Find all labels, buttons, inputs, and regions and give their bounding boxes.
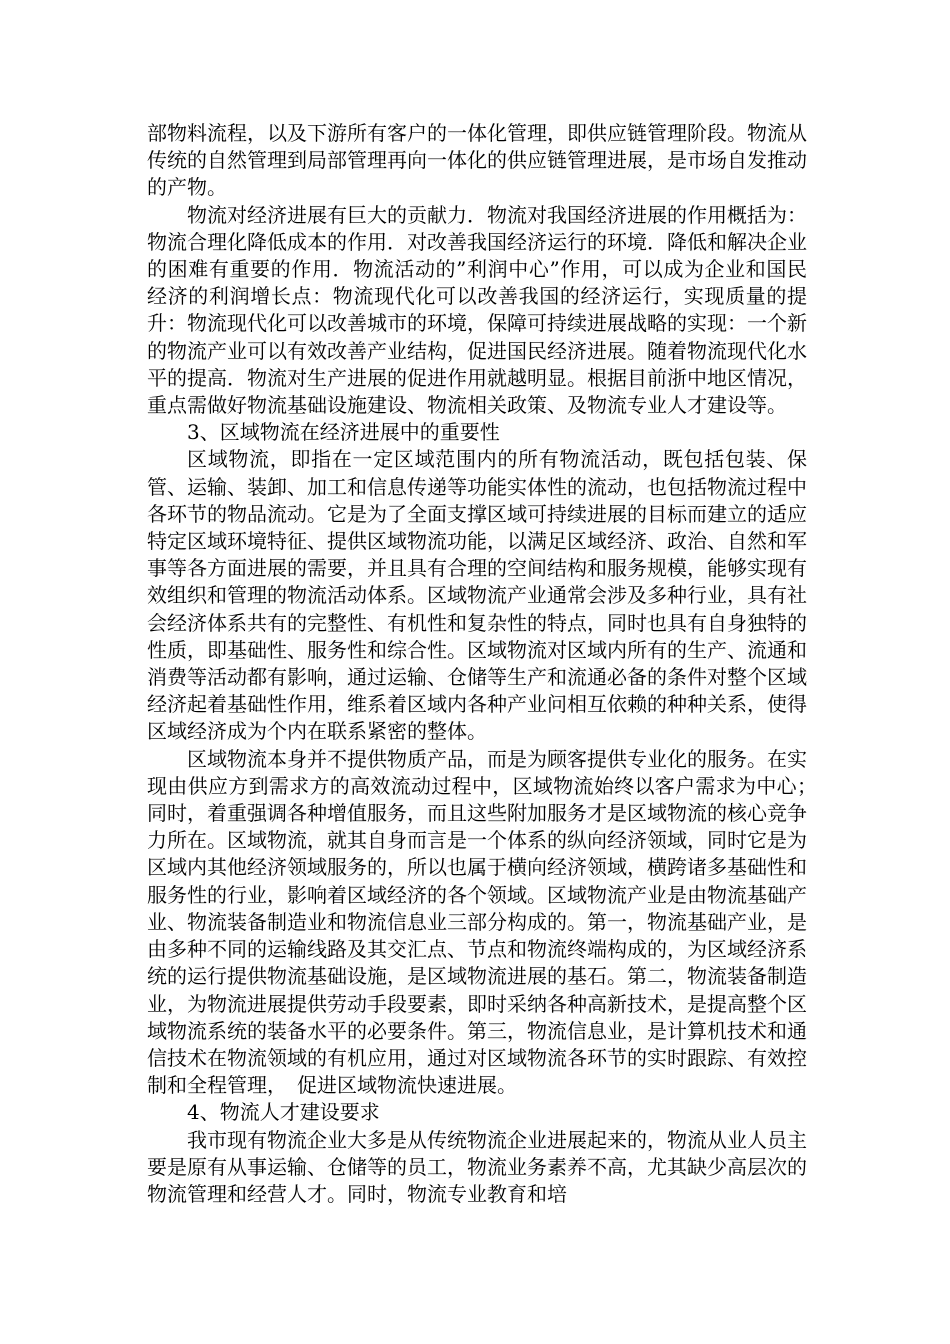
paragraph-logistics-contribution: 物流对经济进展有巨大的贡献力．物流对我国经济进展的作用概括为：物流合理化降低成本的作用．对改善我国经济运行的环境．降低和解决企业的困难有重要的作用．物流活动的”利润中心”作用，可以成为企业和国民经济的利润增长点：物流现代化可以改善我国的经济运行，实现质量的提升：物流现代化可以改善城市的环境，保障可持续进展战略的实现：一个新的物流产业可以有效改善产业结构，促进国民经济进展。随着物流现代化水平的提高．物流对生产进展的促进作用就越明显。根据目前浙中地区情况，重点需做好物流基础设施建设、物流相关政策、及物流专业人才建设等。 [147, 202, 807, 418]
paragraph-talent-requirements: 我市现有物流企业大多是从传统物流企业进展起来的，物流从业人员主要是原有从事运输、仓储等的员工，物流业务素养不高，尤其缺少高层次的物流管理和经营人才。同时，物流专业教育和培 [147, 1127, 807, 1206]
paragraph-continuation: 部物料流程，以及下游所有客户的一体化管理，即供应链管理阶段。物流从传统的自然管理到局部管理再向一体化的供应链管理进展，是市场自发推动的产物。 [147, 121, 807, 200]
paragraph-regional-logistics-definition: 区域物流，即指在一定区域范围内的所有物流活动，既包括包装、保管、运输、装卸、加工和信息传递等功能实体性的流动，也包括物流过程中各环节的物品流动。它是为了全面支撑区域可持续进展的目标而建立的适应特定区域环境特征、提供区域物流功能，以满足区域经济、政治、自然和军事等各方面进展的需要，并且具有合理的空间结构和服务规模，能够实现有效组织和管理的物流活动体系。区域物流产业通常会涉及多种行业，具有社会经济体系共有的完整性、有机性和复杂性的特点，同时也具有自身独特的性质，即基础性、服务性和综合性。区域物流对区域内所有的生产、流通和消费等活动都有影响，通过运输、仓储等生产和流通必备的条件对整个区域经济起着基础性作用，维系着区域内各种产业问相互依赖的种种关系，使得区域经济成为个内在联系紧密的整体。 [147, 447, 807, 744]
section-heading-3: 3、区域物流在经济进展中的重要性 [187, 420, 500, 445]
section-heading-4: 4、物流人才建设要求 [187, 1100, 380, 1125]
document-body [147, 120, 827, 1208]
paragraph-regional-logistics-service: 区域物流本身并不提供物质产品，而是为顾客提供专业化的服务。在实现由供应方到需求方的高效流动过程中，区域物流始终以客户需求为中心； 同时，着重强调各种增值服务，而且这些附加服务才是区域物流的核心竞争力所在。区域物流，就其自身而言是一个体系的纵向经济领域，同时它是为区域内其他经济领域服务的，所以也属于横向经济领域，横跨诸多基础性和服务性的行业，影响着区域经济的各个领域。区域物流产业是由物流基础产业、物流装备制造业和物流信息业三部分构成的。第一，物流基础产业，是由多种不同的运输线路及其交汇点、节点和物流终端构成的，为区域经济系统的运行提供物流基础设施，是区域物流进展的基石。第二，物流装备制造业，为物流进展提供劳动手段要素，即时采纳各种高新技术，是提高整个区域物流系统的装备水平的必要条件。第三，物流信息业，是计算机技术和通信技术在物流领域的有机应用，通过对区域物流各环节的实时跟踪、有效控制和全程管理， 促进区域物流快速进展。 [147, 746, 827, 1098]
